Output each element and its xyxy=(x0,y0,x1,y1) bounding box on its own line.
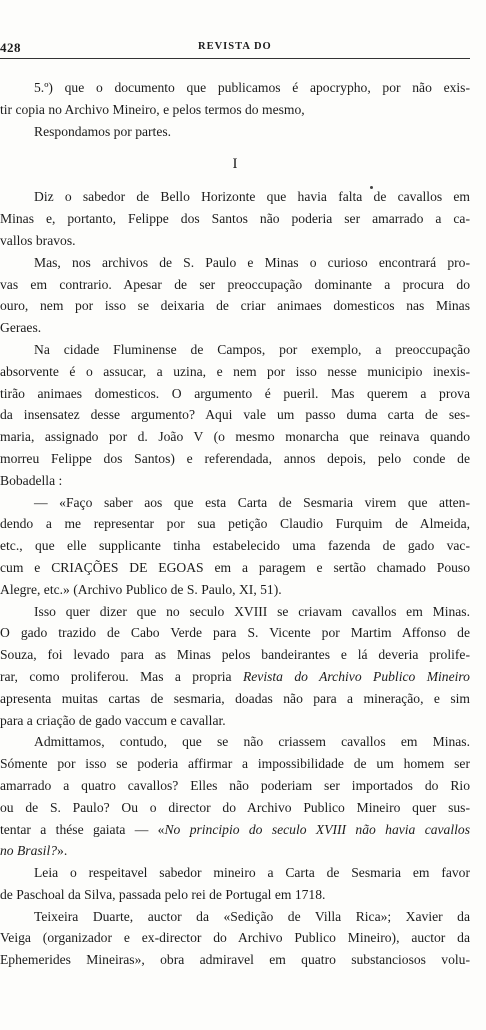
text-line: Sómente por isso se poderia affirmar a impossibilidade de um homem ser xyxy=(0,756,470,772)
text-line: maria, assignado por d. João V (o mesmo monarcha que reinava quando xyxy=(0,429,470,445)
text-line: Bobadella : xyxy=(0,472,63,488)
text-line: de Paschoal da Silva, passada pelo rei de Portugal em 1718. xyxy=(0,886,326,902)
text-line: Diz o sabedor de Bello Horizonte que havia falta de cavallos em xyxy=(34,189,470,205)
text-line: morreu Felippe dos Santos) e referendada, annos depois, pelo conde de xyxy=(0,450,470,466)
text-line: ou de S. Paulo? Ou o director do Archivo Publico Mineiro quer sus- xyxy=(0,799,470,815)
text-line: tentar a thése gaiata — «No principio do seculo XVIII não havia cavallos xyxy=(0,821,470,837)
text-line: Veiga (organizador e ex-director do Archivo Publico Mineiro), auctor da xyxy=(0,930,470,946)
text-line: 5.º) que o documento que publicamos é apocrypho, por não exis- xyxy=(34,80,470,95)
text-line: dendo a me representar por sua petição Claudio Furquim de Almeida, xyxy=(0,516,470,532)
text-line: — «Faço saber aos que esta Carta de Sesmaria virem que atten- xyxy=(34,494,470,510)
text-line: Leia o respeitavel sabedor mineiro a Carta de Sesmaria em favor xyxy=(34,865,470,881)
text-line: ouro, nem por isso se deixaria de criar animaes domesticos nas Minas xyxy=(0,298,470,314)
text-line: etc., que elle supplicante tinha estabelecido uma fazenda de gado vac- xyxy=(0,538,470,554)
text-line: da insensatez desse argumento? Aqui vale um passo duma carta de ses- xyxy=(0,407,470,423)
text-line: tir copia no Archivo Mineiro, e pelos termos do mesmo, xyxy=(0,101,305,117)
text-line: Alegre, etc.» (Archivo Publico de S. Paulo, XI, 51). xyxy=(0,581,282,597)
text-line: Respondamos por partes. xyxy=(34,123,172,139)
text-line: Geraes. xyxy=(0,320,42,336)
text-line: no Brasil?». xyxy=(0,843,68,859)
section-numeral: I xyxy=(232,156,238,173)
text-line: rar, como proliferou. Mas a propria Revista do Archivo Publico Mineiro xyxy=(0,668,470,684)
text-line: Souza, foi levado para as Minas pelos bandeirantes e lá deveria prolife- xyxy=(0,647,470,663)
text-line: Ephemerides Mineiras», obra admiravel em quatro substanciosos volu- xyxy=(0,952,470,968)
text-line: para a criação de gado vaccum e cavallar. xyxy=(0,712,226,728)
running-title: REVISTA DO xyxy=(198,41,272,52)
text-line: Admittamos, contudo, que se não criassem cavallos em Minas. xyxy=(34,734,470,750)
text-line: vallos bravos. xyxy=(0,232,76,248)
text-line: O gado trazido de Cabo Verde para S. Vicente por Martim Affonso de xyxy=(0,625,470,641)
text-line: apresenta muitas cartas de sesmaria, doadas não para a mineração, e sim xyxy=(0,690,470,706)
text-line: Isso quer dizer que no seculo XVIII se criavam cavallos em Minas. xyxy=(34,603,470,619)
text-line: absorvente é o assucar, a uzina, e nem por isso nesse municipio inexis- xyxy=(0,363,470,379)
body-text xyxy=(0,77,470,971)
text-line: amarrado a quatro cavallos? Elles não poderiam ser importados do Rio xyxy=(0,777,470,793)
page-number: 428 xyxy=(0,40,21,55)
text-line: vas em contrario. Apesar de ser preoccupação dominante a procura do xyxy=(0,276,470,292)
text-line: tirão animaes domesticos. O argumento é pueril. Mas querem a prova xyxy=(0,385,470,401)
text-line: Teixeira Duarte, auctor da «Sedição de Villa Rica»; Xavier da xyxy=(34,908,470,924)
text-line: cum e CRIAÇÕES DE EGOAS em a paragem e sertão chamado Pouso xyxy=(0,559,470,575)
text-line: Mas, nos archivos de S. Paulo e Minas o curioso encontrará pro- xyxy=(34,254,470,270)
text-line: Na cidade Fluminense de Campos, por exemplo, a preoccupação xyxy=(34,341,470,357)
header-rule xyxy=(0,58,470,59)
page-header xyxy=(0,40,486,58)
text-line: Minas e, portanto, Felippe dos Santos não poderia ser amarrado a ca- xyxy=(0,211,470,227)
